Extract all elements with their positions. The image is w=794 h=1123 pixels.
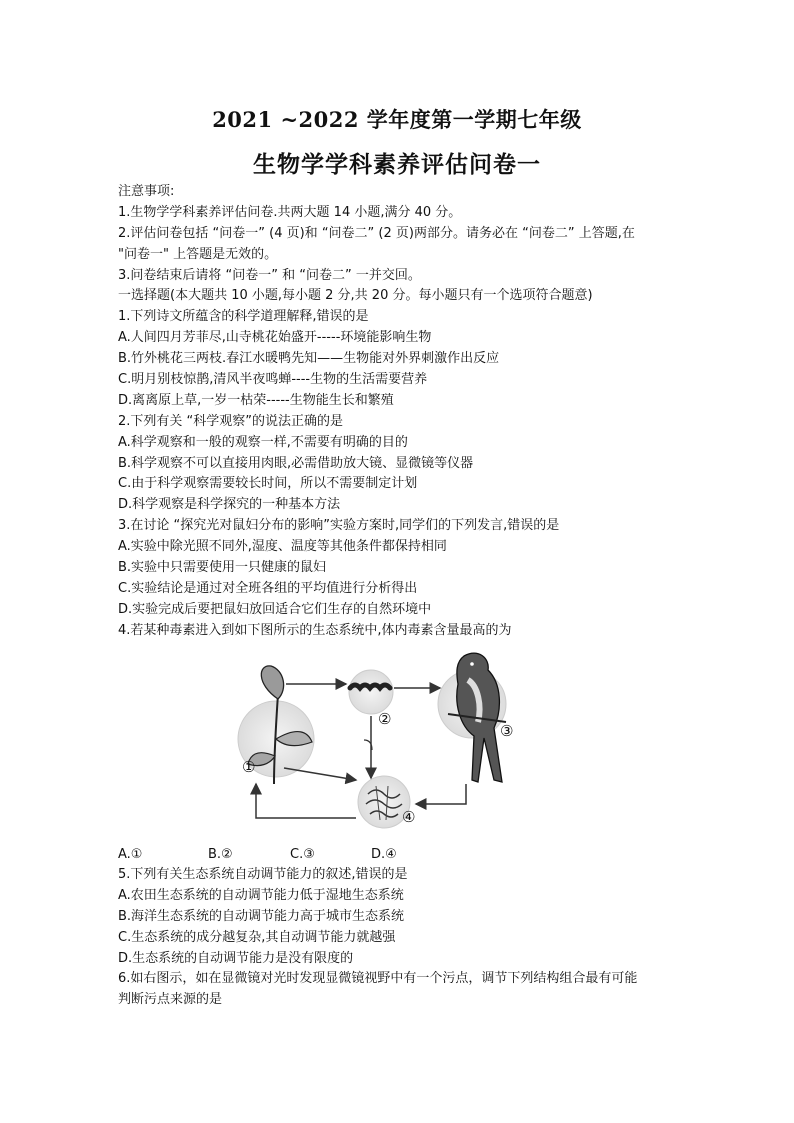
answer-option: A.科学观察和一般的观察一样,不需要有明确的目的 — [118, 434, 408, 450]
answer-option: A.实验中除光照不同外,湿度、温度等其他条件都保持相同 — [118, 539, 447, 555]
question-stem: 6.如右图示，如在显微镜对光时发现显微镜视野中有一个污点，调节下列结构组合最有可能 — [118, 971, 638, 987]
answer-option: D.实验完成后要把鼠妇放回适合它们生存的自然环境中 — [118, 601, 432, 617]
answer-option: B.海洋生态系统的自动调节能力高于城市生态系统 — [118, 908, 405, 924]
food-chain-diagram — [216, 644, 532, 834]
arrow-bird-to-decomposer — [416, 784, 466, 804]
exam-title-line1: 2021 ~2022 学年度第一学期七年级 — [212, 107, 582, 132]
text-line: 注意事项: — [118, 184, 175, 199]
answer-option: A.人间四月芳菲尽,山寺桃花始盛开-----环境能影响生物 — [118, 330, 432, 346]
section-heading: 一选择题(本大题共 10 小题,每小题 2 分,共 20 分。每小题只有一个选项符合题意) — [118, 288, 593, 304]
answer-option: C.由于科学观察需要较长时间，所以不需要制定计划 — [118, 476, 418, 492]
text-line: 2.评估问卷包括 “问卷一” (4 页)和 “问卷二” (2 页)两部分。请务必在 “问卷二” 上答题,在 — [118, 225, 635, 241]
text-line: 3.问卷结束后请将 “问卷一” 和 “问卷二” 一并交回。 — [118, 267, 421, 283]
text-line: 1.生物学学科素养评估问卷.共两大题 14 小题,满分 40 分。 — [118, 204, 462, 220]
q4-option-d: D.④ — [371, 847, 397, 862]
exam-title-line2: 生物学学科素养评估问卷一 — [253, 151, 541, 178]
label-4: ④ — [402, 808, 416, 826]
arrow-plant-to-decomposer — [284, 768, 356, 780]
answer-option: C.明月别枝惊鹊,清风半夜鸣蝉----生物的生活需要营养 — [118, 372, 428, 388]
answer-option: B.竹外桃花三两枝.春江水暖鸭先知——生物能对外界刺激作出反应 — [118, 351, 500, 367]
question-stem: 5.下列有关生态系统自动调节能力的叙述,错误的是 — [118, 867, 408, 882]
label-3: ③ — [500, 722, 514, 740]
answer-option: D.离离原上草,一岁一枯荣-----生物能生长和繁殖 — [118, 392, 394, 408]
answer-option: C.实验结论是通过对全班各组的平均值进行分析得出 — [118, 580, 418, 596]
q4-option-a: A.① — [118, 847, 143, 862]
answer-option: C.生态系统的成分越复杂,其自动调节能力就越强 — [118, 929, 396, 945]
answer-option: D.生态系统的自动调节能力是没有限度的 — [118, 950, 354, 966]
text-line: "问卷一" 上答题是无效的。 — [118, 246, 278, 262]
q4-options — [118, 845, 678, 865]
food-chain-svg — [216, 644, 532, 834]
q4-option-b: B.② — [208, 847, 233, 862]
answer-option: B.实验中只需要使用一只健康的鼠妇 — [118, 560, 327, 576]
questions-continued — [118, 865, 688, 1011]
answer-option: D.科学观察是科学探究的一种基本方法 — [118, 497, 341, 513]
bird-node — [438, 653, 506, 782]
question-stem: 3.在讨论 “探究光对鼠妇分布的影响”实验方案时,同学们的下列发言,错误的是 — [118, 518, 560, 534]
answer-option: A.农田生态系统的自动调节能力低于湿地生态系统 — [118, 887, 404, 903]
instructions-and-questions — [118, 182, 688, 642]
question-stem: 2.下列有关 “科学观察”的说法正确的是 — [118, 413, 344, 429]
question-stem: 4.若某种毒素进入到如下图所示的生态系统中,体内毒素含量最高的为 — [118, 622, 512, 638]
question-stem: 1.下列诗文所蕴含的科学道理解释,错误的是 — [118, 309, 369, 325]
label-2: ② — [378, 710, 392, 728]
arrow-decomposer-to-plant — [256, 784, 356, 818]
caterpillar-node — [349, 670, 393, 714]
question-stem-continued: 判断污点来源的是 — [118, 992, 223, 1008]
label-1: ① — [242, 758, 256, 776]
answer-option: B.科学观察不可以直接用肉眼,必需借助放大镜、显微镜等仪器 — [118, 455, 474, 471]
q4-option-c: C.③ — [290, 847, 315, 862]
